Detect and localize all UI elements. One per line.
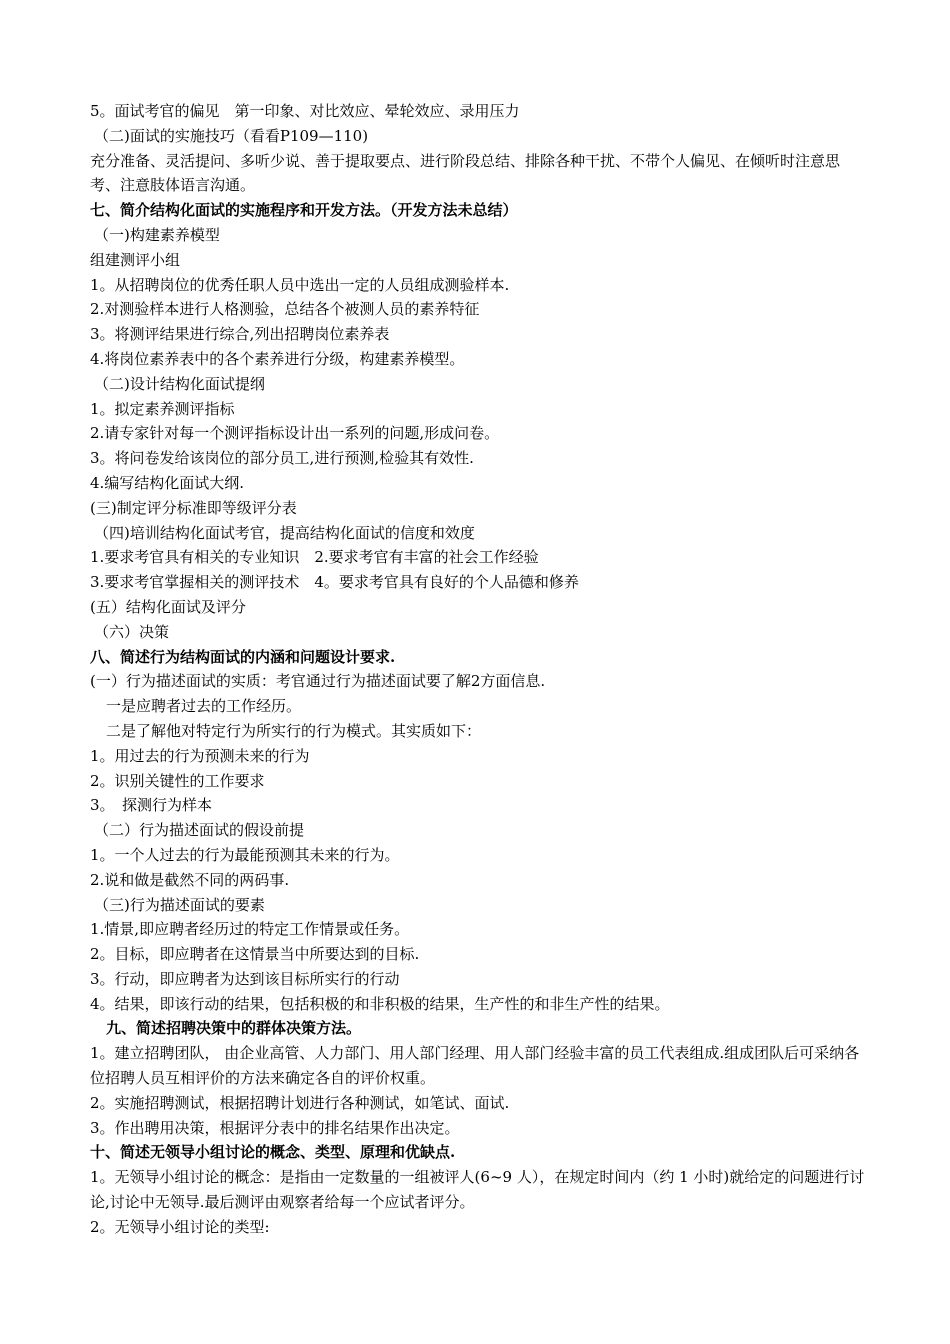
text-line: 3。行动，即应聘者为达到该目标所实行的行动 <box>90 969 400 988</box>
text-line: 2。无领导小组讨论的类型: <box>90 1217 270 1236</box>
text-line: 组建测评小组 <box>90 250 181 269</box>
section-heading: 九、简述招聘决策中的群体决策方法。 <box>106 1019 362 1038</box>
text-line: 2。识别关键性的工作要求 <box>90 771 265 790</box>
text-line: 1.要求考官具有相关的专业知识 2.要求考官有丰富的社会工作经验 <box>90 548 539 567</box>
text-line: 1。一个人过去的行为最能预测其未来的行为。 <box>90 845 400 864</box>
text-line: 1。从招聘岗位的优秀任职人员中选出一定的人员组成测验样本. <box>90 275 510 294</box>
text-line: 1.情景,即应聘者经历过的特定工作情景或任务。 <box>90 920 410 939</box>
text-line: (三)制定评分标准即等级评分表 <box>90 498 297 517</box>
text-line: （六）决策 <box>94 622 170 641</box>
text-line: 1。无领导小组讨论的概念：是指由一定数量的一组被评人(6~9 人），在规定时间内（约 1 小时)就给定的问题进行讨论,讨论中无领导.最后测评由观察者给每一个应试者评分。 <box>90 1168 865 1212</box>
text-line: 二是了解他对特定行为所实行的行为模式。其实质如下： <box>106 721 482 740</box>
text-line: 4。结果，即该行动的结果，包括积极的和非积极的结果，生产性的和非生产性的结果。 <box>90 994 670 1013</box>
text-line: 3。作出聘用决策，根据评分表中的排名结果作出决定。 <box>90 1118 460 1137</box>
text-line: 2。实施招聘测试，根据招聘计划进行各种测试，如笔试、面试. <box>90 1093 510 1112</box>
section-heading: 七、简介结构化面试的实施程序和开发方法。（开发方法未总结） <box>90 201 518 220</box>
text-line: 2.对测验样本进行人格测验，总结各个被测人员的素养特征 <box>90 300 480 319</box>
text-line: 1。用过去的行为预测未来的行为 <box>90 746 310 765</box>
text-line: （一)构建素养模型 <box>94 225 220 244</box>
text-line: （二)设计结构化面试提纲 <box>94 374 265 393</box>
text-line: （三)行为描述面试的要素 <box>94 895 265 914</box>
text-line: 4.编写结构化面试大纲. <box>90 473 245 492</box>
text-line: （四)培训结构化面试考官，提高结构化面试的信度和效度 <box>94 523 475 542</box>
text-line: 一是应聘者过去的工作经历。 <box>106 697 302 716</box>
text-line: （二)面试的实施技巧（看看P109—110) <box>94 126 369 145</box>
text-line: （二）行为描述面试的假设前提 <box>94 821 305 840</box>
text-line: 1。拟定素养测评指标 <box>90 399 235 418</box>
text-line: (五）结构化面试及评分 <box>90 597 246 616</box>
text-line: 3。 探测行为样本 <box>90 796 213 815</box>
text-line: 4.将岗位素养表中的各个素养进行分级，构建素养模型。 <box>90 349 465 368</box>
text-line: 充分准备、灵活提问、多听少说、善于提取要点、进行阶段总结、排除各种干扰、不带个人偏见、在倾听时注意思考、注意肢体语言沟通。 <box>90 151 841 195</box>
text-line: 1。建立招聘团队， 由企业高管、人力部门、用人部门经理、用人部门经验丰富的员工代表组成.组成团队后可采纳各位招聘人员互相评价的方法来确定各自的评价权重。 <box>90 1044 860 1088</box>
section-heading: 八、简述行为结构面试的内涵和问题设计要求. <box>90 647 396 666</box>
text-line: 3。将测评结果进行综合,列出招聘岗位素养表 <box>90 325 390 344</box>
text-line: 2.请专家针对每一个测评指标设计出一系列的问题,形成问卷。 <box>90 424 500 443</box>
section-heading: 十、简述无领导小组讨论的概念、类型、原理和优缺点. <box>90 1143 456 1162</box>
text-line: 3.要求考官掌握相关的测评技术 4。要求考官具有良好的个人品德和修养 <box>90 573 579 592</box>
document-page <box>90 99 865 1240</box>
text-line: (一）行为描述面试的实质：考官通过行为描述面试要了解2方面信息. <box>90 672 546 691</box>
text-line: 2。目标，即应聘者在这情景当中所要达到的目标. <box>90 945 420 964</box>
text-line: 5。面试考官的偏见 第一印象、对比效应、晕轮效应、录用压力 <box>90 102 520 120</box>
text-line: 2.说和做是截然不同的两码事. <box>90 870 290 889</box>
text-line: 3。将问卷发给该岗位的部分员工,进行预测,检验其有效性. <box>90 449 474 468</box>
